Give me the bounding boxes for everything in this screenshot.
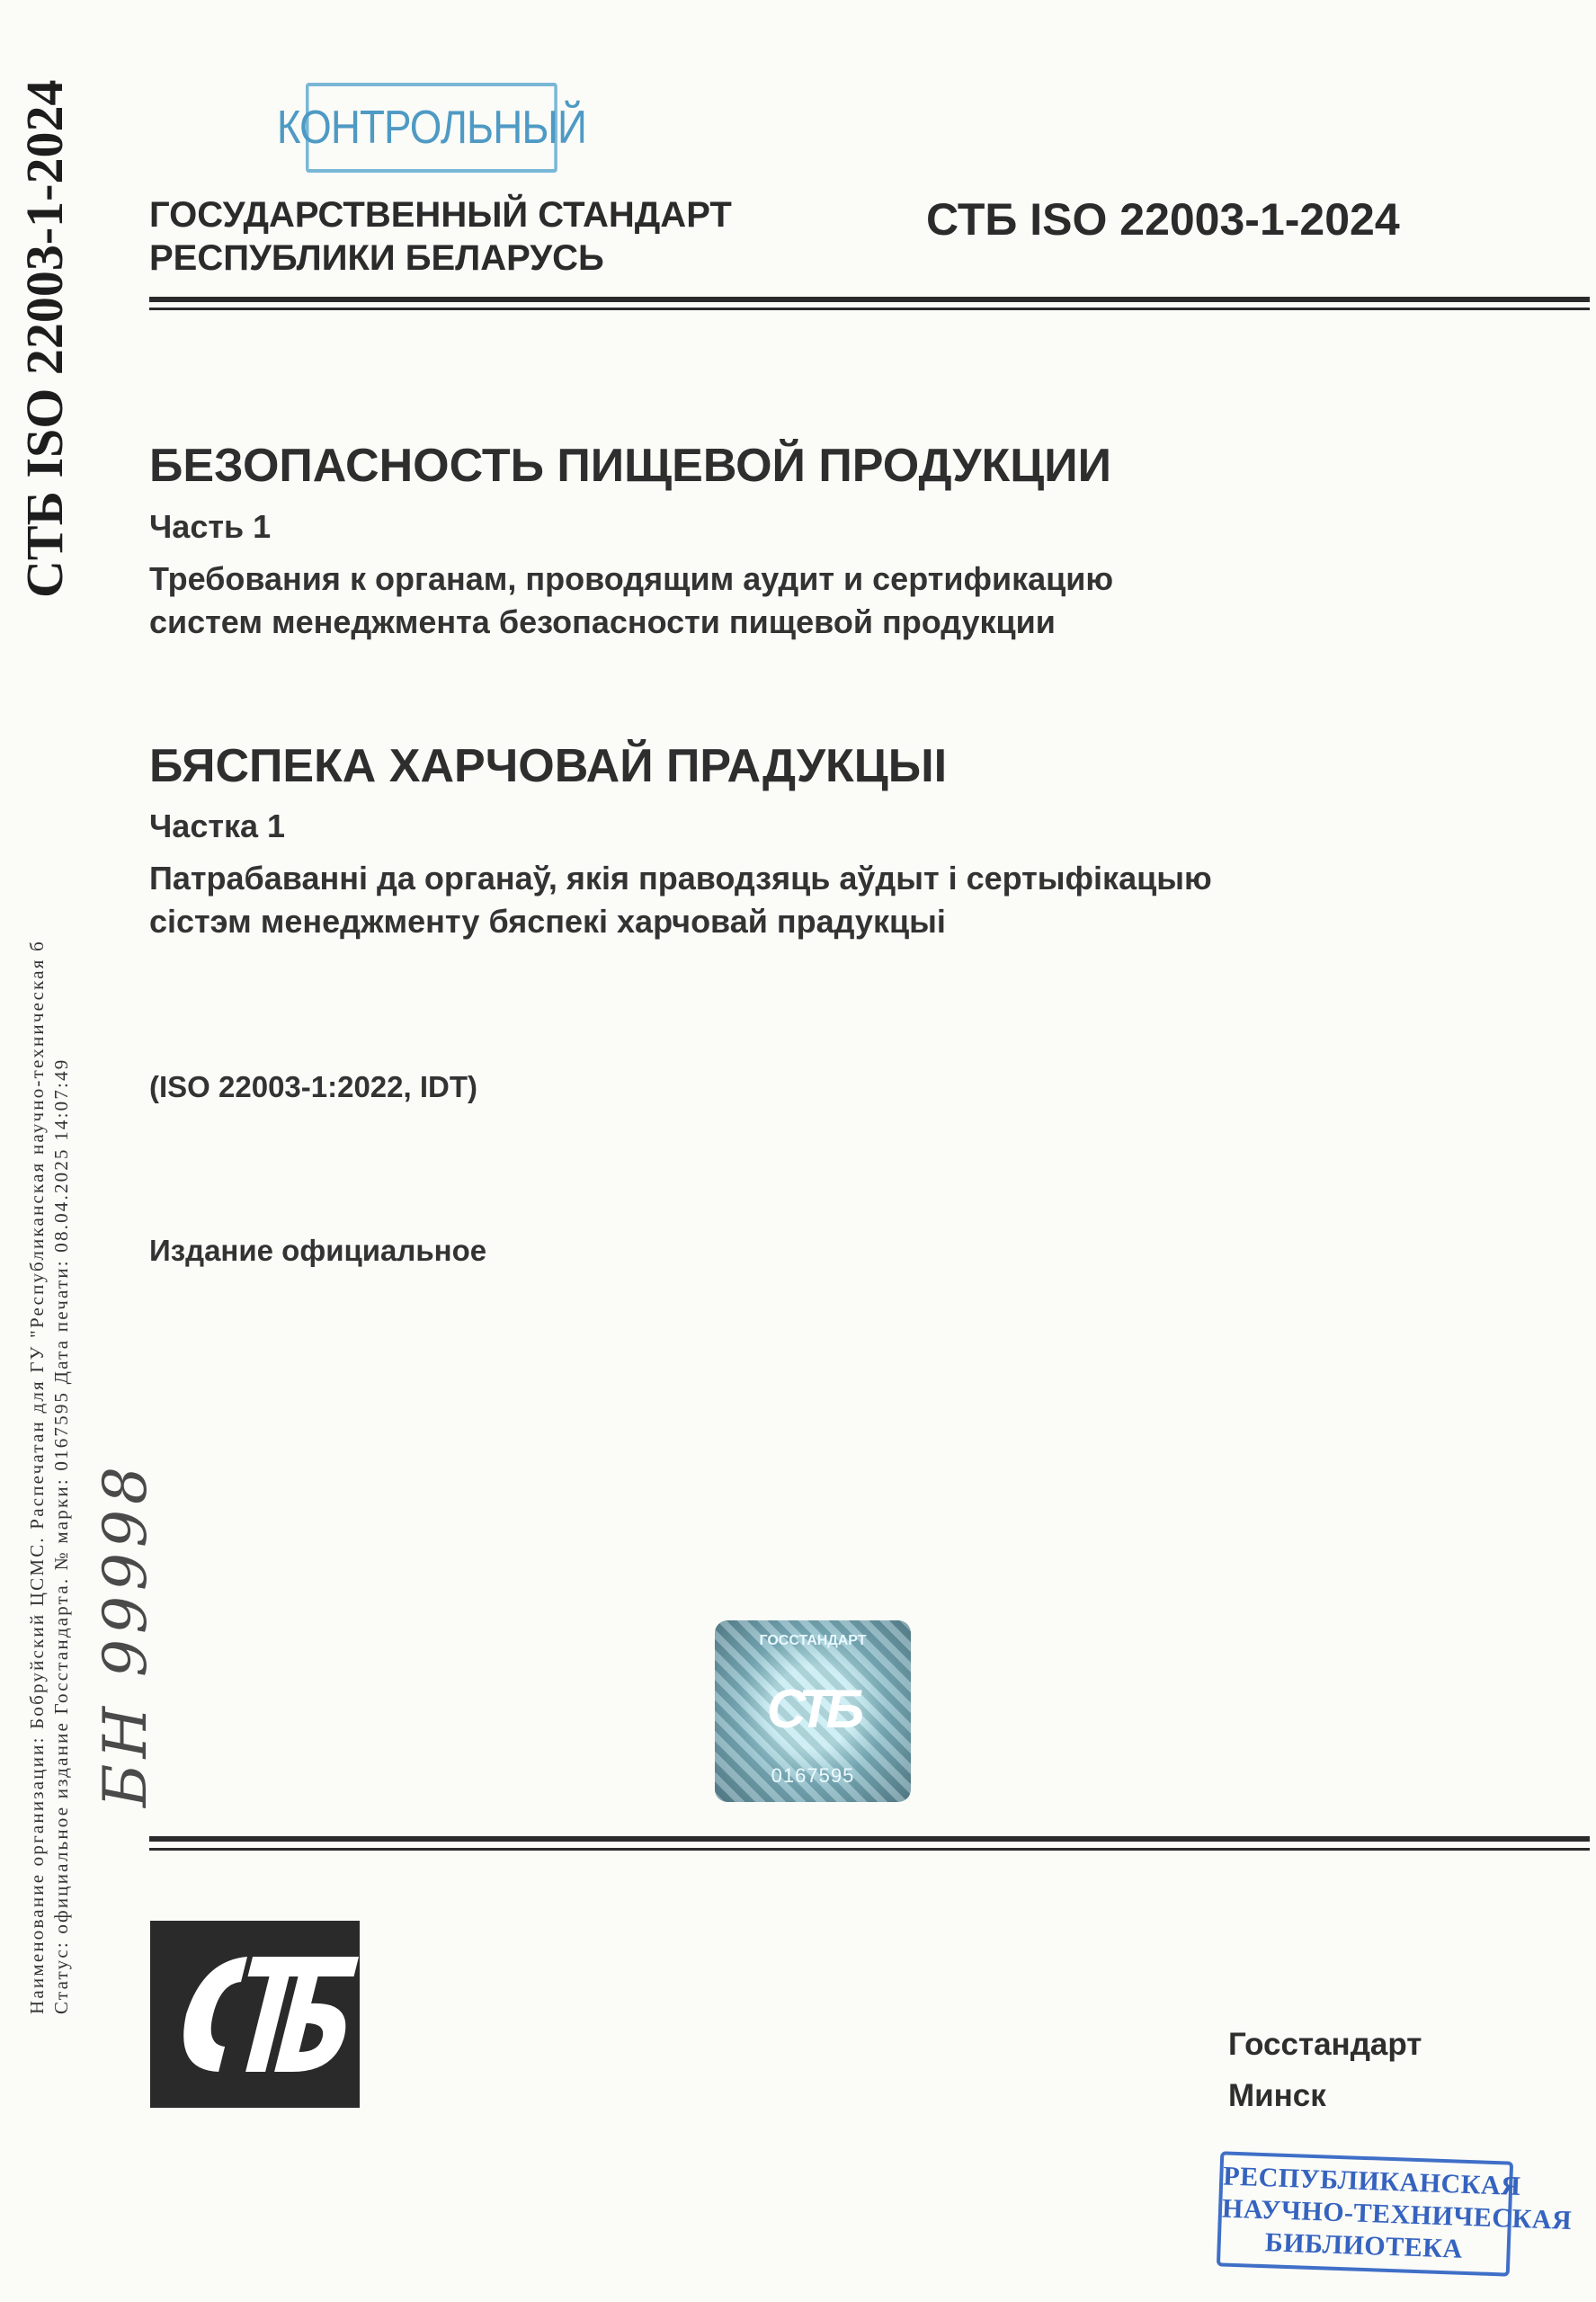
control-stamp: КОНТРОЛЬНЫЙ: [306, 83, 557, 173]
stb-logo-mark: [150, 1921, 360, 2108]
publisher: [1228, 2019, 1422, 2121]
stb-logo: [150, 1921, 360, 2108]
title-by: БЯСПЕКА ХАРЧОВАЙ ПРАДУКЦЫІ: [149, 740, 948, 792]
print-info-line-2: Статус: официальное издание Госстандарта. № марки: 0167595 Дата печати: 08.04.2025 14:07:49: [50, 1057, 72, 2014]
top-divider-thin: [149, 308, 1590, 310]
title-ru: БЕЗОПАСНОСТЬ ПИЩЕВОЙ ПРОДУКЦИИ: [149, 440, 1112, 492]
hologram-logo: СТБ: [766, 1679, 860, 1739]
iso-reference: (ISO 22003-1:2022, IDT): [149, 1070, 477, 1103]
issuing-organization: [149, 193, 732, 280]
hologram-label: ГОССТАНДАРТ: [759, 1633, 867, 1648]
top-divider-thick: [149, 297, 1590, 302]
description-ru-line-1: Требования к органам, проводящим аудит и сертификацию: [149, 560, 1114, 597]
description-ru-line-2: систем менеджмента безопасности пищевой продукции: [149, 603, 1056, 640]
part-by: Частка 1: [149, 807, 286, 844]
edition-note: Издание официальное: [149, 1234, 487, 1267]
document-code: СТБ ISO 22003-1-2024: [926, 194, 1400, 245]
side-document-code: СТБ ISO 22003-1-2024: [15, 79, 74, 598]
hologram-number: 0167595: [771, 1764, 855, 1787]
description-by-line-2: сістэм менеджменту бяспекі харчовай прадукцыі: [149, 903, 946, 940]
org-line-1: ГОСУДАРСТВЕННЫЙ СТАНДАРТ: [149, 195, 732, 235]
publisher-city: Минск: [1228, 2078, 1326, 2113]
bottom-divider-thick: [149, 1836, 1590, 1842]
library-stamp-line-3: БИБЛИОТЕКА: [1264, 2227, 1464, 2264]
org-line-2: РЕСПУБЛИКИ БЕЛАРУСЬ: [149, 238, 604, 278]
hologram-sticker: [715, 1620, 911, 1802]
part-ru: Часть 1: [149, 508, 272, 545]
library-stamp-line-1: РЕСПУБЛИКАНСКАЯ: [1222, 2161, 1521, 2202]
library-stamp-line-2: НАУЧНО-ТЕХНИЧЕСКАЯ: [1221, 2193, 1573, 2236]
description-by-line-1: Патрабаванні да органаў, якія праводзяць аўдыт і сертыфікацыю: [149, 860, 1212, 897]
description-ru: [149, 558, 1498, 644]
description-by: [149, 857, 1498, 943]
print-info-line-1: Наименование организации: Бобруйский ЦСМС. Распечатан для ГУ "Республиканская научно-техническая б: [26, 940, 48, 2014]
handwritten-inventory-number: БН 99998: [91, 1461, 160, 1807]
library-stamp: [1217, 2151, 1573, 2276]
bottom-divider-thin: [149, 1848, 1590, 1851]
publisher-name: Госстандарт: [1228, 2027, 1422, 2062]
print-info: [25, 647, 74, 2014]
